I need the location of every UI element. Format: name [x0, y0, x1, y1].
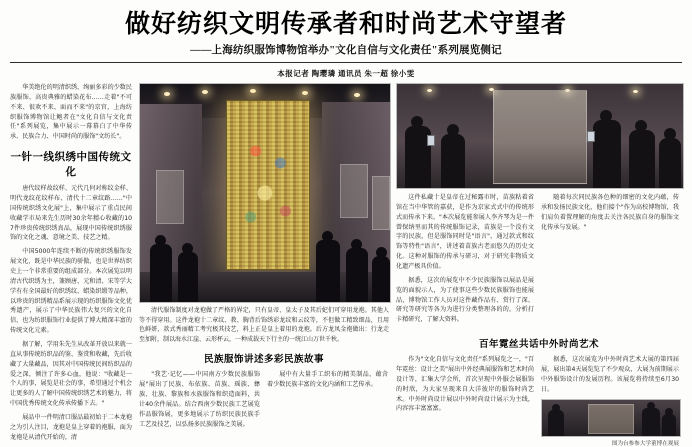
paragraph: 华美绝伦的明清织绣、绚丽多彩的少数民族服饰、高贵典雅的蜡染花布……走着"不可不来、很欢不来、面而不来"的京官，上海纺织服饰博物馆让鲍者在"文化自信与文化责任"系列展览，集中展示一幕幕白了中华传承、民族合力、中国时尚的服饰"文纺长"。	[10, 84, 132, 141]
paragraph: 这件私藏十是皇帝在过秘露市时，苗族粘着省馆在当中华管的嘉获，是作为京家式式中的传统形式而传承下来。"本次展览能参展人李齐琴为是一件曾保纳里而其的传统服饰记录，苗族是一个没有文字的民族，但是服饰同时是"语言"，通过款式和纹饰等特性"语言"，讲述着苗族古老而悠久的历史文化。这种对服饰的传承与研习，对于研究非物质文化遗产极具价值。	[396, 194, 534, 271]
visitor-head	[447, 124, 459, 136]
right-subcolumn-right-2	[541, 355, 679, 446]
visitor-head	[647, 402, 655, 410]
smartphone-icon	[427, 135, 435, 146]
left-column	[10, 83, 132, 447]
photo-credit: 图为台参参大学董博在观展	[611, 440, 679, 447]
display-case	[340, 164, 368, 218]
header-divider	[10, 62, 682, 63]
dragon-robe-exhibit	[226, 100, 310, 270]
ceiling-light-icon	[427, 89, 432, 92]
ceiling-light-icon	[633, 90, 638, 93]
byline: 本报记者 陶璎璘 通讯员 朱一超 徐小雯	[277, 69, 415, 78]
subcolumns	[139, 370, 389, 433]
visitor-silhouette	[316, 240, 340, 302]
robe-pattern	[237, 121, 299, 241]
paragraph: 中国5000年连续不断的传统织绣服饰发展文化，既是中华民族的骄傲，也是世界纺织史上一个非常重要的组成部分。本次展览以明清古代织绣为主，兼顾唐、元和清、宋等学大学有有全国最好的织绣纹、蜡染织缎等品种，以珍贵的织绣精品系展示现的纺织服饰文化优秀遗产，展示了中华民族伟大复兴的文化自信，也为纺织服饰行业提供了博大精深丰富的传统文化元素。	[10, 248, 132, 335]
page-subtitle: ——上海纺织服饰博物馆举办"文化自信与文化责任"系列展览侧记	[190, 45, 502, 56]
visitor-head	[665, 408, 673, 416]
ceiling-light-icon	[202, 90, 208, 94]
paragraph: 展中有大量手工织布的精美制品，蕴含着少数民族丰富的文化内涵和工艺传承。	[267, 371, 388, 389]
ceiling-light-icon	[164, 92, 170, 96]
display-case	[493, 90, 587, 184]
paragraph: 据了解，学用朱先生从改革开放以来就一直从事传统纺织品的鉴、鉴赏和收藏，先后收藏了大量藏品，因其对中国传统民间纺织品的爱之深，倾注了许多心血，他说："收藏是一个人的事，展览是社会的事，希望通过个机会让更多的人了解中国传统织绣艺术的魅力，将中国优秀传统文化传承传播下去。"	[10, 341, 132, 408]
paragraph: 唐代纹样故纹样、元代几何对称纹金样、明代龙纹花纹样布、清代十二章纹路……"中国传统织绣文化展"上，集中展示了重点民间收藏学市局来先生历时30余年精心收藏的107件珍贵传统织绣真品，展现中国传统织绣服饰的文化之魂、意境之美、技艺之精。	[10, 185, 132, 242]
visitors-photo	[396, 83, 684, 189]
display-case	[372, 176, 390, 230]
visitor-silhouette	[178, 252, 198, 302]
display-panel	[588, 404, 634, 434]
paragraph: 作为"文化自信与文化责任"系列展览之一，"百年霓丝：设计之美"展出中外经典展服饰和艺术时尚设计等，汇集大学会所，首次呈现中外服会展服饰的时欣，为大家呈现来自大洋彼岸的服饰时尚艺术。中外时尚设计展以中外时尚设计展示为主线，内容容丰富富富。	[396, 356, 534, 413]
visitor-silhouette	[346, 248, 368, 302]
visitor-head	[600, 110, 612, 122]
right-subcolumn-right	[541, 193, 679, 329]
paragraph: 据悉，这次的展览中不少民族服饰以展品是展览的面貌示人，为了使事这些少数民族服饰也能展品，博物馆工作人员对这件藏作品有、赏行了深、研究等研究等各为为进行分类整理各的的，分析打卡精研究，了解大资料。	[396, 276, 534, 324]
visitor-silhouette	[548, 410, 564, 436]
visitor-silhouette	[662, 414, 676, 436]
visitor-head	[351, 239, 362, 250]
paragraph: 随着每次同民族各色种的细密的文化内蕴，传承和发扬民族文化，他们接个"作为高校博物馆，我们肩负着置理解的角度去关注各民族自身的服饰文化传承与发展。"	[541, 194, 679, 231]
display-case	[156, 170, 184, 224]
visitor-silhouette	[659, 138, 681, 188]
visitor-head	[376, 247, 387, 258]
article-columns	[10, 83, 682, 447]
right-subcolumns-2	[396, 355, 682, 446]
visitor-head	[635, 120, 647, 132]
ceiling-light-icon	[354, 93, 360, 97]
right-subcolumns	[396, 193, 682, 329]
visitor-silhouette	[593, 120, 621, 188]
section-heading-1: 一针一线织绣中国传统文化	[10, 151, 132, 179]
page-title: 做好纺织文明传承者和时尚艺术守望者	[124, 9, 567, 38]
photo-caption: 清代服饰制度对龙袍做了严格的界定，只有皇帝、皇太子及其后妃们可穿用龙袍。其他人等不得穿用。这件龙袍十二章纹、教、胸背后饰绣彩龙纹和云纹等，不但做工精致细品，且用色鲜妍、款式秀丽精工考究极其技艺，料上正是皇上着用的龙袍。后方龙凤金袍做出：行龙走至加附，制以海水江崖、云形杯云，一种成载天下行主的一统江山万世千秋。	[139, 307, 389, 343]
ceiling-light-icon	[302, 91, 308, 95]
visitor-head	[552, 404, 560, 412]
visitor-head	[664, 128, 676, 140]
middle-column	[139, 83, 389, 434]
visitor-silhouette	[441, 134, 465, 188]
visitor-head	[182, 243, 193, 254]
visitor-head	[411, 116, 423, 128]
visitor-silhouette	[629, 130, 655, 188]
subcolumn-left	[139, 370, 260, 433]
exhibit-photo	[541, 399, 681, 437]
visitor-silhouette	[372, 256, 390, 302]
visitor-silhouette	[150, 244, 172, 302]
right-subcolumn-left	[396, 193, 534, 329]
ceiling-light-icon	[250, 89, 256, 93]
right-column	[396, 83, 682, 447]
paragraph: 据悉，这次展览为中外时尚艺术大展的第四届展，展出第4天展览览了不少观众，大展为前期展示中外服饰设计的发展历程。该展览将持续至6月30日。	[541, 356, 679, 393]
section-heading-3: 百年霓丝共话中外时尚艺术	[478, 339, 599, 351]
visitor-head	[322, 231, 333, 242]
right-subcolumn-left-2	[396, 355, 534, 446]
subcolumn-right	[267, 370, 388, 433]
paragraph: 展品中一件明清口服品最初始于二本龙袍之为引人注目，龙袍是皇上穿着的袍服，面为龙袍是从清代开始的，清	[10, 414, 132, 441]
paragraph: "我艺·记忆——中国南方少数民族服饰展"展出了民族、布依族、苗族、瑶族、彝族、壮族、黎族和水族服饰和织造面料，共计40余件展品。结合西南少数民族工艺展览作品服饰展，更多地展示了纺织民族民族手工艺及技艺，以弘扬多民族服饰之美展。	[139, 371, 260, 428]
smartphone-icon	[587, 131, 595, 142]
section-heading-2: 民族服饰讲述多彩民族故事	[203, 354, 324, 366]
visitor-head	[155, 235, 166, 246]
visitor-silhouette	[642, 408, 660, 436]
museum-gallery-photo	[139, 83, 391, 303]
